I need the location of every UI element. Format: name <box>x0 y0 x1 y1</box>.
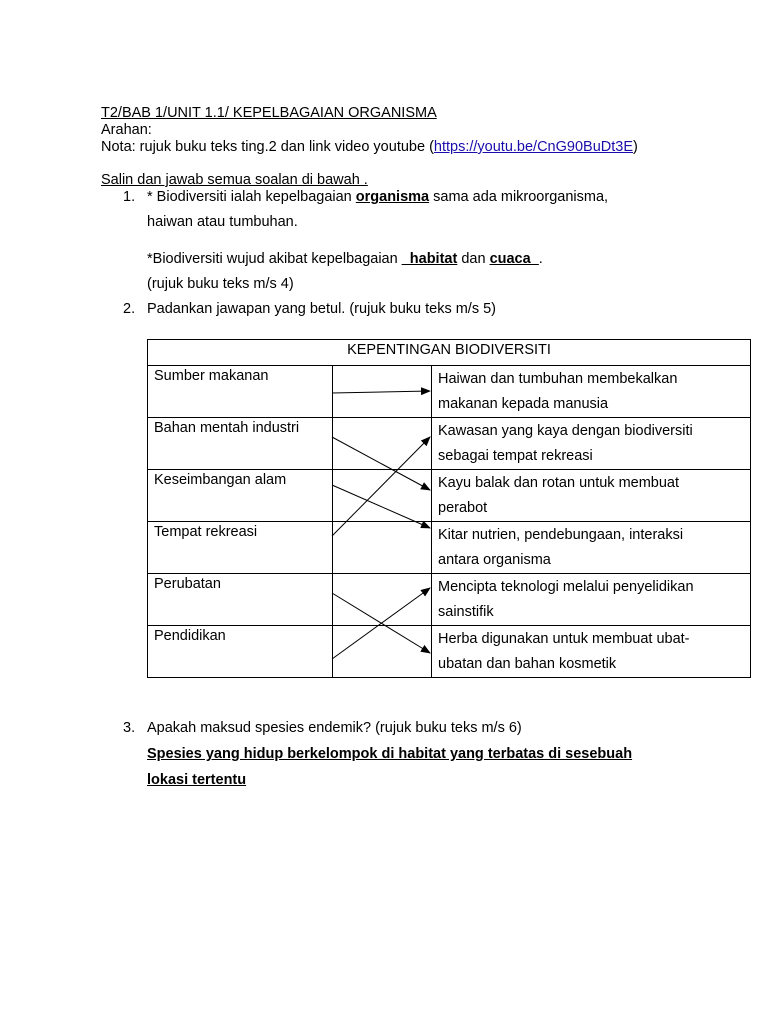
right-item-line: Mencipta teknologi melalui penyelidikan <box>438 579 694 595</box>
nota-prefix: Nota: rujuk buku teks ting.2 dan link video youtube ( <box>101 139 434 155</box>
q1-line3-suffix: . <box>538 251 543 267</box>
document-title: T2/BAB 1/UNIT 1.1/ KEPELBAGAIAN ORGANISMA <box>101 105 437 121</box>
q1-line3-mid: dan <box>457 251 490 267</box>
right-item-line: Herba digunakan untuk membuat ubat- <box>438 631 690 647</box>
q1-number: 1. <box>123 189 136 205</box>
right-item-line: Kayu balak dan rotan untuk membuat <box>438 475 680 491</box>
right-item <box>432 626 751 678</box>
left-item: Keseimbangan alam <box>148 470 333 522</box>
q3-answer-line1: Spesies yang hidup berkelompok di habitat yang terbatas di sesebuah <box>147 746 633 762</box>
right-item-line: Kitar nutrien, pendebungaan, interaksi <box>438 527 684 543</box>
matching-table <box>147 339 751 678</box>
q1-answer-cuaca: cuaca_ <box>489 251 539 267</box>
youtube-link[interactable]: https://youtu.be/CnG90BuDt3E <box>433 139 633 155</box>
q1-reference: (rujuk buku teks m/s 4) <box>147 276 294 292</box>
q1-line1-prefix: * Biodiversiti ialah kepelbagaian <box>147 189 356 205</box>
right-item <box>432 522 751 574</box>
right-item <box>432 574 751 626</box>
arrow-cell <box>333 522 432 574</box>
arrow-cell <box>333 626 432 678</box>
left-item: Sumber makanan <box>148 366 333 418</box>
right-item-line: sebagai tempat rekreasi <box>438 448 593 464</box>
arrow-cell <box>333 574 432 626</box>
q1-line2: haiwan atau tumbuhan. <box>147 214 298 230</box>
nota-suffix: ) <box>633 139 638 155</box>
q1-answer-habitat: _habitat <box>401 251 458 267</box>
right-item-line: antara organisma <box>438 552 551 568</box>
right-item-line: Kawasan yang kaya dengan biodiversiti <box>438 423 693 439</box>
arahan-label: Arahan: <box>101 122 152 138</box>
q2-number: 2. <box>123 301 136 317</box>
table-row <box>148 366 751 418</box>
table-row <box>148 574 751 626</box>
right-item <box>432 470 751 522</box>
left-item: Perubatan <box>148 574 333 626</box>
table-row <box>148 626 751 678</box>
q1-answer-organisma: organisma <box>355 189 430 205</box>
nota-line <box>101 138 638 156</box>
left-item: Pendidikan <box>148 626 333 678</box>
table-row <box>148 522 751 574</box>
left-item: Tempat rekreasi <box>148 522 333 574</box>
right-item-line: perabot <box>438 500 488 516</box>
right-item-line: sainstifik <box>438 604 494 620</box>
right-item-line: Haiwan dan tumbuhan membekalkan <box>438 371 678 387</box>
arrow-cell <box>333 418 432 470</box>
q1-line1-suffix: sama ada mikroorganisma, <box>429 189 609 205</box>
right-item <box>432 366 751 418</box>
right-item-line: ubatan dan bahan kosmetik <box>438 656 617 672</box>
q1-line1 <box>147 188 608 206</box>
table-row <box>148 470 751 522</box>
q3-text: Apakah maksud spesies endemik? (rujuk buku teks m/s 6) <box>147 720 522 736</box>
q2-text: Padankan jawapan yang betul. (rujuk buku teks m/s 5) <box>147 301 497 317</box>
right-item-line: makanan kepada manusia <box>438 396 609 412</box>
arrow-cell <box>333 470 432 522</box>
table-row <box>148 418 751 470</box>
right-item <box>432 418 751 470</box>
table-header: KEPENTINGAN BIODIVERSITI <box>148 340 751 366</box>
q3-answer-line2: lokasi tertentu <box>147 772 247 788</box>
q1-line3 <box>147 250 543 268</box>
arrow-cell <box>333 366 432 418</box>
instruction-text: Salin dan jawab semua soalan di bawah . <box>101 172 368 188</box>
q3-number: 3. <box>123 720 136 736</box>
q1-line3-prefix: *Biodiversiti wujud akibat kepelbagaian <box>147 251 402 267</box>
left-item: Bahan mentah industri <box>148 418 333 470</box>
